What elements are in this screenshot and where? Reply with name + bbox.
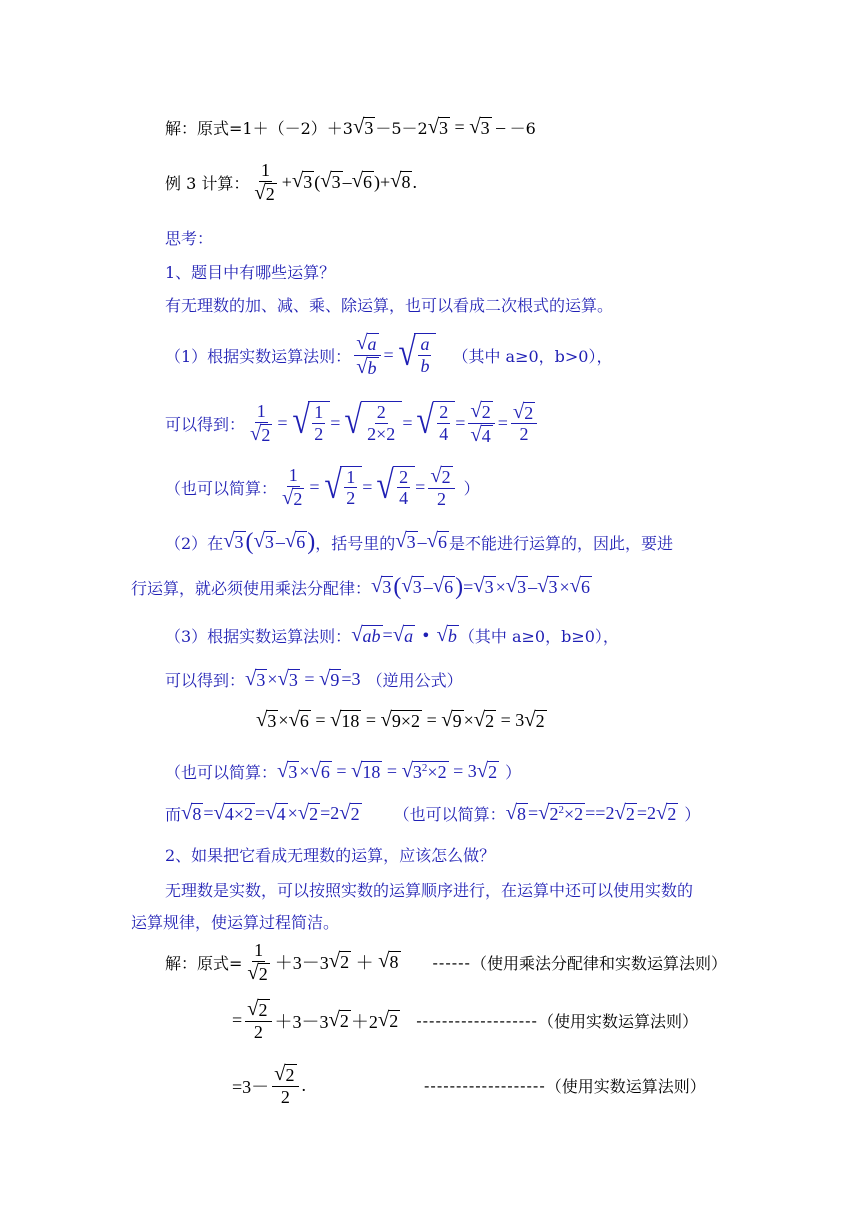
- solution-mid: －5－2: [375, 119, 428, 138]
- rule-3: （3）根据实数运算法则： √ ab = √ a • √ b （其中 a≥0，b≥0），: [165, 623, 619, 646]
- solution-tail: －6: [509, 119, 536, 138]
- answer-1-text: 有无理数的加、减、乘、除运算，也可以看成二次根式的运算。: [165, 296, 614, 315]
- sqrt8-result-2: =2: [595, 803, 615, 823]
- step-2-dashes: -------------------: [416, 1011, 538, 1031]
- shortcut-1-label: （也可以简算：: [165, 479, 278, 499]
- sqrt8-result-3: =2: [636, 803, 656, 823]
- shortcut-1-close: ）: [463, 479, 480, 499]
- radical-3: √ 3: [469, 115, 490, 138]
- sqrt8-close: ）: [684, 805, 701, 824]
- sqrt-a-over-b: √ $\frac{a}{b}$: [394, 333, 437, 377]
- radical-3: √ 3: [427, 115, 449, 138]
- step-2-plus: ＋2: [350, 1011, 378, 1032]
- shortcut-3-label: （也可以简算：: [165, 763, 278, 782]
- sqrt8-simplification: 而 √ 8 = √ 4×2 = √ 4 × √ 2 =2 √ 2 （也可以简算： √ 8 = √ $2^2\times 2$ = =2 √ 2 =2 √ 2 ）: [165, 801, 701, 824]
- shortcut-3: （也可以简算： √ 3 × √ 6 = √ 18 = √ $3^2\times 2$ = 3 √ 2 ）: [165, 759, 522, 782]
- sqrt8-label: 而: [165, 805, 182, 824]
- sqrt8-alt-label: （也可以简算：: [393, 805, 506, 824]
- question-2-text: 2、如果把它看成无理数的运算，应该怎么做？: [165, 846, 496, 865]
- think-heading: [165, 226, 213, 249]
- rule-3-condition: （其中 a≥0，b≥0），: [458, 627, 619, 646]
- derivation-3-label: 可以得到：: [165, 671, 246, 690]
- fraction-sqrt-a-over-sqrt-b: √ a √ b: [354, 332, 380, 378]
- sqrt8-result-1: =2: [320, 803, 340, 823]
- step-1-mid: ＋3－3: [274, 953, 329, 974]
- rule-2-part-4: 行运算，就必须使用乘法分配律：: [131, 578, 372, 598]
- rule-2-line-2: 行运算，就必须使用乘法分配律： √ 3 ( √ 3 – √ 6 ) = √ 3 × √ 3 – √ 3 × √ 6: [131, 574, 590, 600]
- derivation-3-line-2: √ 3 × √ 6 = √ 18 = √ 9×2 = √ 9 × √ 2 = 3 √ 2: [256, 709, 545, 731]
- step-1-note: （使用乘法分配律和实数运算法则）: [470, 953, 727, 973]
- step-2-note: （使用实数运算法则）: [537, 1012, 698, 1032]
- example-label: 例 3 计算：: [165, 173, 250, 193]
- solution-step-1: 解：原式= 1 √ 2 ＋3－3 √ 2 ＋ √ 8 ------ （使用乘法分配律和实数运算法则）: [165, 940, 727, 984]
- step-3-note: （使用实数运算法则）: [545, 1077, 706, 1097]
- derivation-3-line-1: 可以得到： √ 3 × √ 3 = √ 9 =3 （逆用公式）: [165, 667, 463, 690]
- rule-1: （1）根据实数运算法则： √ a √ b = √ $\frac{a}{b}$ （其中 a≥0，b>0），: [165, 330, 613, 378]
- derivation-1: 可以得到： 1 √ 2 = √ $\frac{1}{2}$ = √ $\frac{2}{2\times 2}$ = √ $\frac{2}{4}$ = √ 2 √ 4 = √ 2 2: [165, 400, 540, 446]
- derivation-1-label: 可以得到：: [165, 414, 246, 434]
- rule-2-part-3: 是不能进行运算的，因此，要进: [449, 533, 674, 553]
- answer-2-line-1: [165, 878, 693, 901]
- rule-2-part-2: ，括号里的: [315, 533, 396, 553]
- multiply-dot: •: [421, 626, 431, 645]
- step-1-label: 解：原式=: [165, 953, 243, 973]
- fraction-1-over-sqrt2: 1 √ 2: [254, 160, 275, 204]
- step-3-dashes: -------------------: [424, 1076, 546, 1096]
- rule-3-label: （3）根据实数运算法则：: [165, 627, 352, 646]
- result-3: =3: [341, 669, 361, 689]
- rule-1-condition: （其中 a≥0，b>0），: [452, 346, 613, 366]
- solution-step-3: =3－ √ 2 2 . ------------------- （使用实数运算法则）: [232, 1063, 706, 1107]
- solution-step-2: = √ 2 2 ＋3－3 √ 2 ＋2 √ 2 ------------------- （使用实数运算法则）: [232, 998, 698, 1042]
- question-2: [165, 843, 495, 866]
- reverse-formula-note: （逆用公式）: [366, 671, 463, 690]
- answer-1: [165, 293, 613, 316]
- step-3-eq: =3－: [232, 1076, 270, 1097]
- answer-2-text-2: 运算规律，使运算过程简洁。: [131, 913, 340, 932]
- rule-1-label: （1）根据实数运算法则：: [165, 346, 352, 366]
- solution-line-1: 解：原式=1＋（－2）＋3 √ 3 －5－2 √ 3 = √ 3 – －6: [165, 115, 536, 138]
- rule-2-line-1: （2）在 √ 3 ( √ 3 – √ 6 ) ，括号里的 √ 3 – √ 6 是不能进行运算的，因此，要进: [165, 529, 674, 555]
- step-1-dashes: ------: [432, 952, 471, 972]
- step-2-eq: =: [232, 1010, 243, 1031]
- question-1-text: 1、题目中有哪些运算？: [165, 263, 336, 282]
- radical-3: √ 3: [352, 115, 374, 138]
- shortcut-1: （也可以简算： 1 √ 2 = √ $\frac{1}{2}$ = √ $\frac{2}{4}$ = √ 2 2 ）: [165, 462, 480, 510]
- think-heading-text: 思考：: [165, 229, 214, 248]
- shortcut-3-close: ）: [505, 763, 522, 782]
- example-3: 例 3 计算： 1 √ 2 + √ 3 ( √ 3 – √ 6 )+ √ 8 .: [165, 160, 417, 204]
- question-1: [165, 260, 335, 283]
- answer-2-text-1: 无理数是实数，可以按照实数的运算顺序进行，在运算中还可以使用实数的: [165, 881, 694, 900]
- step-2-mid: ＋3－3: [274, 1011, 329, 1032]
- step-3-end: .: [301, 1075, 307, 1096]
- answer-2-line-2: [131, 910, 339, 933]
- rule-2-part-1: （2）在: [165, 533, 224, 553]
- solution-prefix: 解：原式=1＋（－2）＋3: [165, 119, 353, 138]
